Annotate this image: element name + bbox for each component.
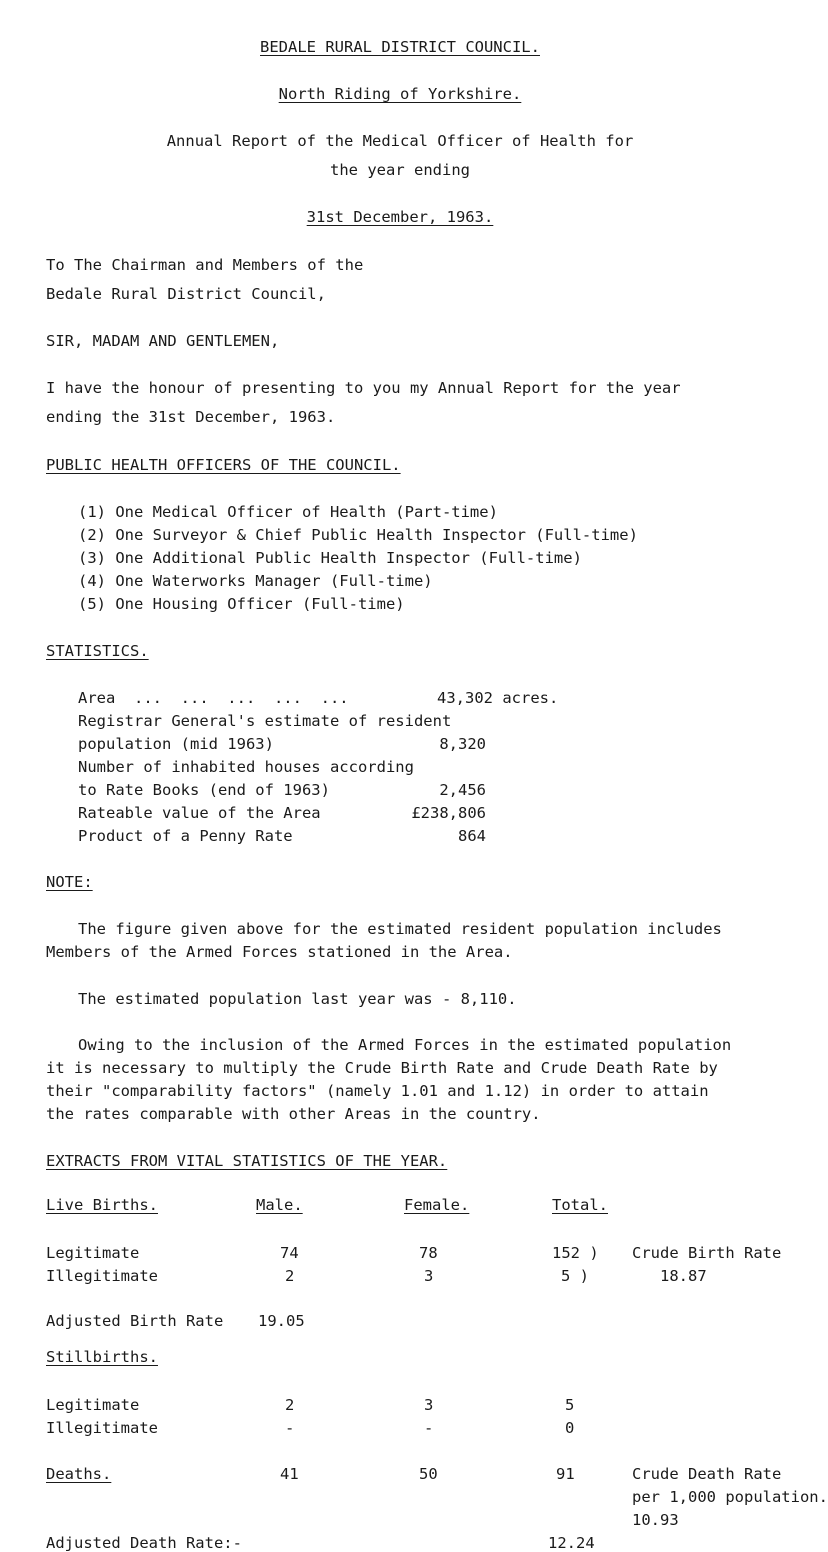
note-heading: NOTE: <box>46 873 93 891</box>
houses-label-1: Number of inhabited houses according <box>78 758 414 776</box>
crude-birth-value: 18.87 <box>660 1267 707 1285</box>
officer-item: (3) One Additional Public Health Inspector (Full-time) <box>78 549 582 567</box>
officer-item: (2) One Surveyor & Chief Public Health Inspector (Full-time) <box>78 526 638 544</box>
vital-heading: EXTRACTS FROM VITAL STATISTICS OF THE YEAR. <box>46 1152 448 1170</box>
legitimate-total: 152 ) <box>552 1244 599 1262</box>
note-p3-line3: their "comparability factors" (namely 1.01 and 1.12) in order to attain <box>46 1082 709 1100</box>
address-line1: To The Chairman and Members of the <box>46 256 364 274</box>
adjusted-death-value: 12.24 <box>548 1534 595 1552</box>
note-p3-line1: Owing to the inclusion of the Armed Forces in the estimated population <box>78 1036 732 1054</box>
legitimate-female: 78 <box>419 1244 438 1262</box>
salutation: SIR, MADAM AND GENTLEMEN, <box>46 332 280 350</box>
legitimate-male: 74 <box>280 1244 299 1262</box>
column-total: Total. <box>552 1196 608 1214</box>
legitimate-label: Legitimate <box>46 1244 140 1262</box>
riding-title: North Riding of Yorkshire. <box>278 85 522 103</box>
adjusted-birth-value: 19.05 <box>258 1312 305 1330</box>
statistics-heading: STATISTICS. <box>46 642 149 660</box>
area-label: Area ... ... ... ... ... <box>78 689 349 707</box>
deaths-female: 50 <box>419 1465 438 1483</box>
illegitimate-label: Illegitimate <box>46 1267 158 1285</box>
officer-item: (5) One Housing Officer (Full-time) <box>78 595 405 613</box>
penny-rate-label: Product of a Penny Rate <box>78 827 293 845</box>
crude-death-label-2: per 1,000 population. <box>632 1488 828 1506</box>
council-title: BEDALE RURAL DISTRICT COUNCIL. <box>260 38 540 56</box>
column-female: Female. <box>404 1196 470 1214</box>
officers-heading: PUBLIC HEALTH OFFICERS OF THE COUNCIL. <box>46 456 401 474</box>
houses-value: 2,456 <box>439 781 486 799</box>
intro-line1: I have the honour of presenting to you my Annual Report for the year <box>46 379 681 397</box>
still-illegitimate-male: - <box>285 1419 295 1437</box>
note-p1-line2: Members of the Armed Forces stationed in the Area. <box>46 943 513 961</box>
crude-death-value: 10.93 <box>632 1511 679 1529</box>
live-births-heading: Live Births. <box>46 1196 158 1214</box>
rateable-label: Rateable value of the Area <box>78 804 321 822</box>
still-legitimate-female: 3 <box>424 1396 434 1414</box>
illegitimate-male: 2 <box>285 1267 295 1285</box>
crude-death-label-1: Crude Death Rate <box>632 1465 782 1483</box>
intro-line2: ending the 31st December, 1963. <box>46 408 336 426</box>
still-legitimate-label: Legitimate <box>46 1396 140 1414</box>
population-label-1: Registrar General's estimate of resident <box>78 712 452 730</box>
deaths-label: Deaths. <box>46 1465 112 1483</box>
still-illegitimate-female: - <box>424 1419 434 1437</box>
column-male: Male. <box>256 1196 303 1214</box>
illegitimate-female: 3 <box>424 1267 434 1285</box>
note-p3-line2: it is necessary to multiply the Crude Birth Rate and Crude Death Rate by <box>46 1059 718 1077</box>
report-date: 31st December, 1963. <box>306 208 494 226</box>
stillbirths-heading: Stillbirths. <box>46 1348 158 1366</box>
population-label-2: population (mid 1963) <box>78 735 274 753</box>
still-legitimate-total: 5 <box>565 1396 575 1414</box>
illegitimate-total: 5 ) <box>561 1267 589 1285</box>
officer-item: (1) One Medical Officer of Health (Part-time) <box>78 503 498 521</box>
penny-rate-value: 864 <box>458 827 486 845</box>
crude-birth-label: Crude Birth Rate <box>632 1244 782 1262</box>
population-value: 8,320 <box>439 735 486 753</box>
note-p2: The estimated population last year was - 8,110. <box>78 990 517 1008</box>
report-title-line2: the year ending <box>330 161 470 179</box>
adjusted-birth-label: Adjusted Birth Rate <box>46 1312 224 1330</box>
note-p3-line4: the rates comparable with other Areas in the country. <box>46 1105 541 1123</box>
still-illegitimate-total: 0 <box>565 1419 575 1437</box>
deaths-male: 41 <box>280 1465 299 1483</box>
address-line2: Bedale Rural District Council, <box>46 285 326 303</box>
officer-item: (4) One Waterworks Manager (Full-time) <box>78 572 433 590</box>
still-legitimate-male: 2 <box>285 1396 295 1414</box>
adjusted-death-label: Adjusted Death Rate:- <box>46 1534 242 1552</box>
rateable-value: £238,806 <box>411 804 486 822</box>
deaths-total: 91 <box>556 1465 575 1483</box>
still-illegitimate-label: Illegitimate <box>46 1419 158 1437</box>
note-p1-line1: The figure given above for the estimated resident population includes <box>78 920 722 938</box>
houses-label-2: to Rate Books (end of 1963) <box>78 781 330 799</box>
area-value: 43,302 acres. <box>437 689 559 707</box>
report-title-line1: Annual Report of the Medical Officer of Health for <box>166 132 634 150</box>
